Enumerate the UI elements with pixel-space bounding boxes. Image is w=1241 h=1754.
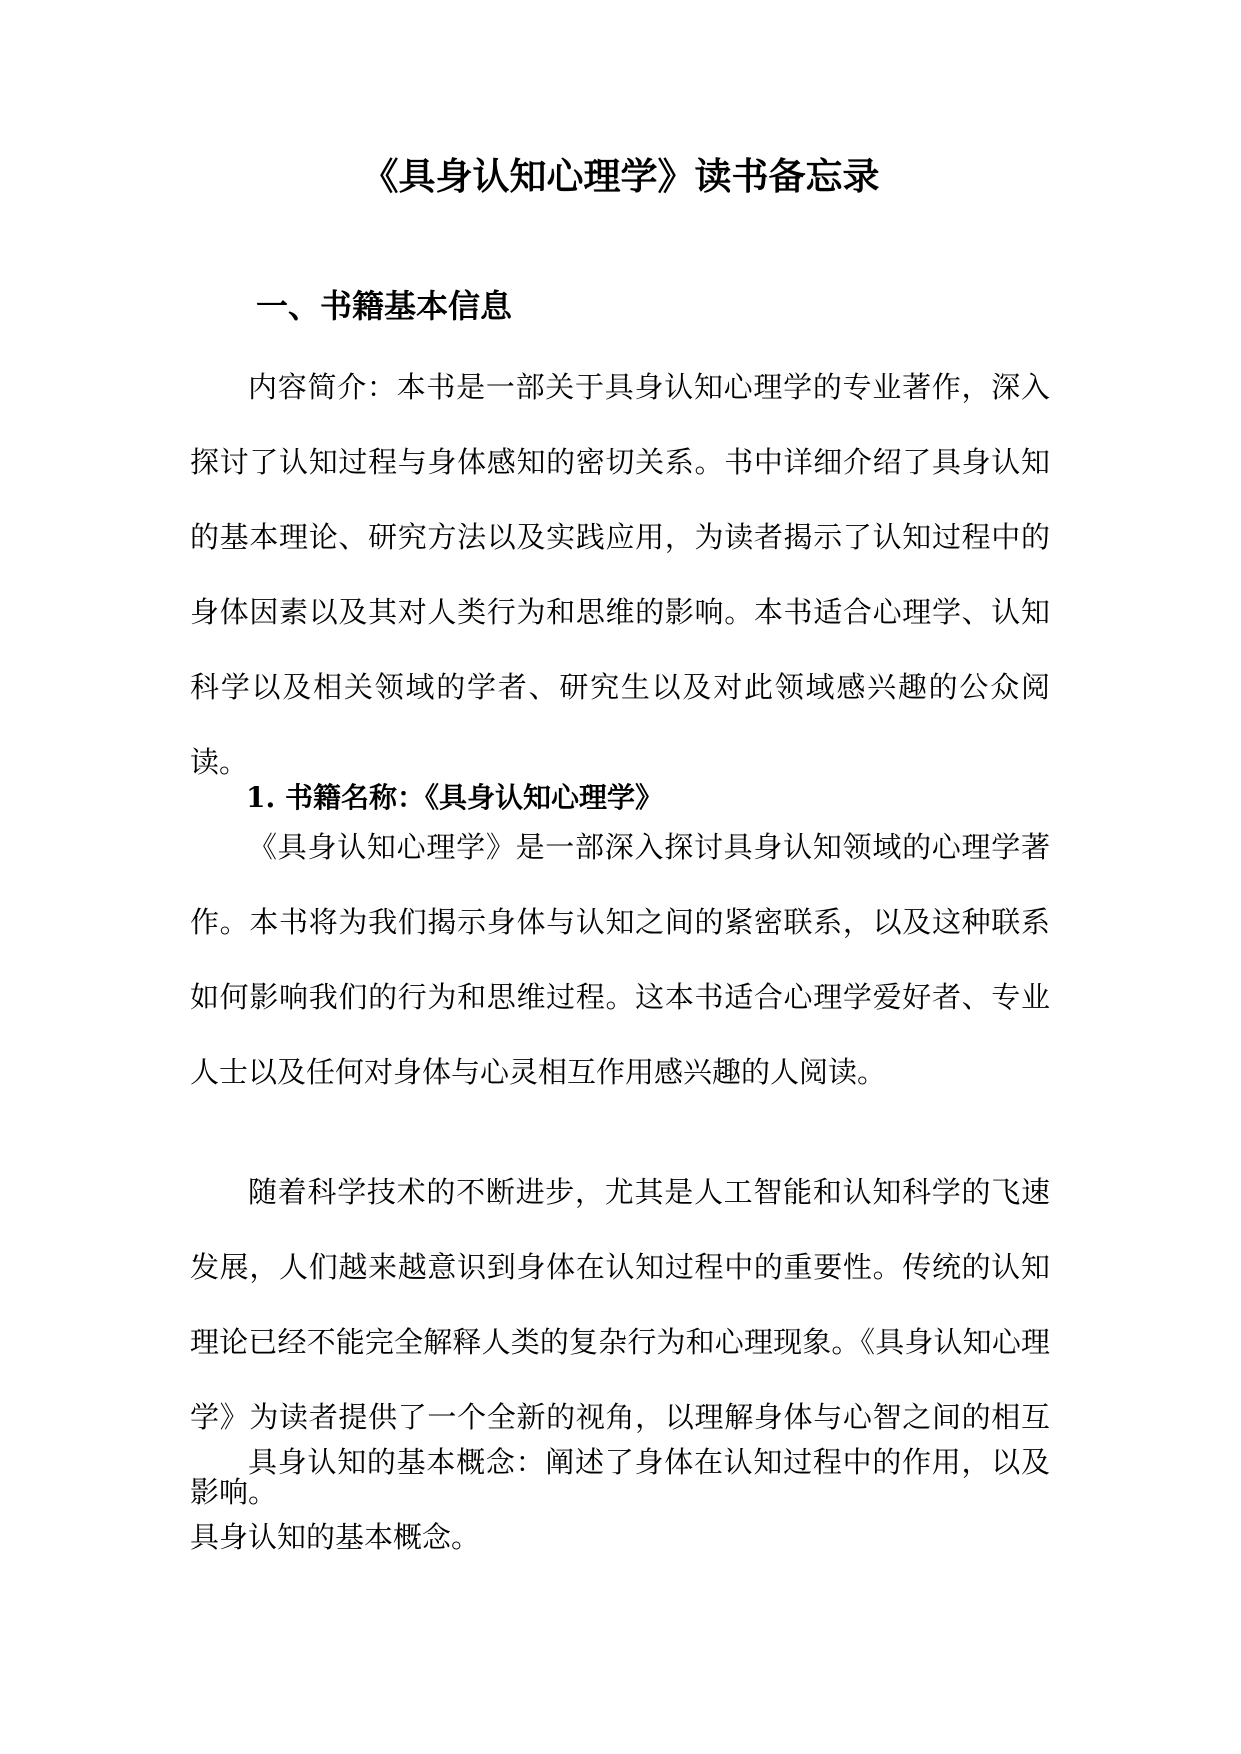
subheading-book-name: 1. 书籍名称：《具身认知心理学》 <box>246 781 663 814</box>
paragraph-intro: 内容简介：本书是一部关于具身认知心理学的专业著作，深入探讨了认知过程与身体感知的密切关系。书中详细介绍了具身认知的基本理论、研究方法以及实践应用，为读者揭示了认知过程中的身体因素以及其对人类行为和思维的影响。本书适合心理学、认知科学以及相关领域的学者、研究生以及对此领域感兴趣的公众阅读。 <box>190 370 1050 779</box>
paragraph-book-name: 《具身认知心理学》是一部深入探讨具身认知领域的心理学著作。本书将为我们揭示身体与认知之间的紧密联系，以及这种联系如何影响我们的行为和思维过程。这本书适合心理学爱好者、专业人士以及任何对身体与心灵相互作用感兴趣的人阅读。 <box>190 830 1050 1089</box>
document-title: 《具身认知心理学》读书备忘录 <box>361 154 880 198</box>
paragraph-concept: 具身认知的基本概念：阐述了身体在认知过程中的作用，以及具身认知的基本概念。 <box>190 1445 1050 1554</box>
paragraph-background: 随着科学技术的不断进步，尤其是人工智能和认知科学的飞速发展，人们越来越意识到身体在认知过程中的重要性。传统的认知理论已经不能完全解释人类的复杂行为和心理现象。《具身认知心理学》为读者提供了一个全新的视角，以理解身体与心智之间的相互影响。 <box>190 1175 1050 1509</box>
section-heading-basic-info: 一、书籍基本信息 <box>256 287 513 325</box>
